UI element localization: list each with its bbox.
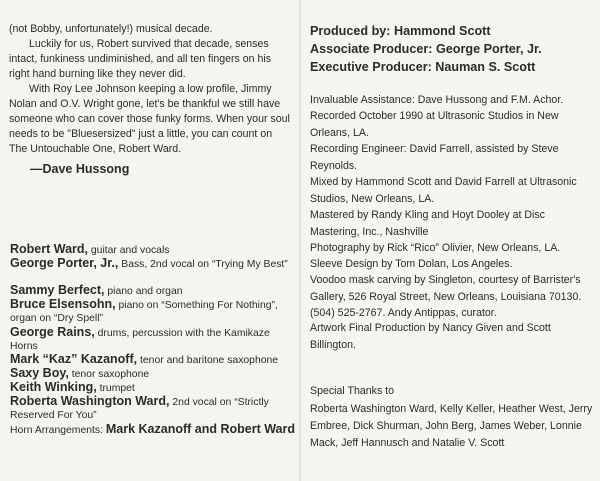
liner-notes-right-page <box>301 0 600 481</box>
essay-paragraph-1: (not Bobby, unfortunately!) musical decade. <box>9 23 213 35</box>
credit-assistance: Invaluable Assistance: Dave Hussong and F.M. Achor. <box>310 94 564 106</box>
special-thanks-list: Roberta Washington Ward, Kelly Keller, Heather West, Jerry Embree, Dick Shurman, John Berg, James Weber, Lonnie Mack, Jeff Hannusch and Natalie V. Scott <box>310 403 593 449</box>
musician-role: guitar and vocals <box>88 245 170 256</box>
personnel-george-rains <box>10 326 295 353</box>
personnel-roberta-washington-ward <box>10 395 295 422</box>
credit-voodoo-mask: Voodoo mask carving by Singleton, courtesy of Barrister's Gallery, 526 Royal Street, New Orleans, Louisiana 70130. (504) 525-2767. Andy Antippas, curator. <box>310 274 582 319</box>
credit-photography: Photography by Rick “Rico” Olivier, New Orleans, LA. <box>310 242 561 254</box>
special-thanks-title: Special Thanks to <box>310 385 395 397</box>
credit-artwork: Artwork Final Production by Nancy Given and Scott Billington. <box>310 322 551 351</box>
musician-name: Saxy Boy, <box>10 366 69 380</box>
musician-role: piano and organ <box>104 286 183 297</box>
musician-name: Sammy Berfect, <box>10 283 105 297</box>
musician-role: trumpet <box>96 383 135 394</box>
musician-name: George Porter, Jr., <box>10 256 119 270</box>
musician-role: Bass, 2nd vocal on “Trying My Best” <box>118 259 288 270</box>
musician-name: Keith Winking, <box>10 380 97 394</box>
credit-sleeve-design: Sleeve Design by Tom Dolan, Los Angeles. <box>310 258 513 270</box>
essay-paragraph-2: Luckily for us, Robert survived that decade, senses intact, funkiness undiminished, and all ten fingers on his right hand burning like they never did. <box>9 38 272 80</box>
credit-mastered: Mastered by Randy Kling and Hoyt Dooley at Disc Mastering, Inc., Nashville <box>310 209 545 238</box>
producer-credit: Produced by: Hammond Scott <box>310 24 491 38</box>
horn-arrangements-label: Horn Arrangements: <box>10 425 106 436</box>
musician-name: Mark “Kaz” Kazanoff, <box>10 352 138 366</box>
musician-role: tenor and baritone saxophone <box>137 355 279 366</box>
credit-recorded: Recorded October 1990 at Ultrasonic Studios in New Orleans, LA. <box>310 110 559 139</box>
musician-name: Robert Ward, <box>10 242 89 256</box>
associate-producer-credit: Associate Producer: George Porter, Jr. <box>310 42 542 56</box>
musician-role: tenor saxophone <box>68 369 150 380</box>
essay-signature: —Dave Hussong <box>30 162 130 176</box>
personnel-george-porter <box>10 257 295 271</box>
personnel-bruce-elsensohn <box>10 298 295 325</box>
personnel-mark-kazanoff <box>10 353 295 367</box>
liner-notes-left-page <box>0 0 299 481</box>
horn-arrangers: Mark Kazanoff and Robert Ward <box>105 422 296 436</box>
executive-producer-credit: Executive Producer: Nauman S. Scott <box>310 60 536 74</box>
musician-role: piano on “Something For Nothing”, organ on “Dry Spell” <box>10 300 278 324</box>
credit-mixed: Mixed by Hammond Scott and David Farrell at Ultrasonic Studios, New Orleans, LA. <box>310 176 577 205</box>
musician-role: drums, percussion with the Kamikaze Horns <box>10 328 270 352</box>
musician-name: George Rains, <box>10 325 95 339</box>
personnel-keith-winking <box>10 381 295 395</box>
personnel-saxy-boy <box>10 367 295 381</box>
credit-engineer: Recording Engineer: David Farrell, assisted by Steve Reynolds. <box>310 143 559 172</box>
musician-name: Roberta Washington Ward, <box>10 394 170 408</box>
personnel-robert-ward <box>10 243 295 257</box>
essay-paragraph-3: With Roy Lee Johnson keeping a low profile, Jimmy Nolan and O.V. Wright gone, let's be thankful we still have someone who can cover those funky forms. When your soul needs to be "Bluesersized" just a little, you can count on The Untouchable One, Robert Ward. <box>9 83 290 155</box>
personnel-sammy-berfect <box>10 284 295 298</box>
musician-name: Bruce Elsensohn, <box>10 297 116 311</box>
musician-role: 2nd vocal on “Strictly Reserved For You” <box>10 397 269 421</box>
horn-arrangements <box>10 423 295 437</box>
